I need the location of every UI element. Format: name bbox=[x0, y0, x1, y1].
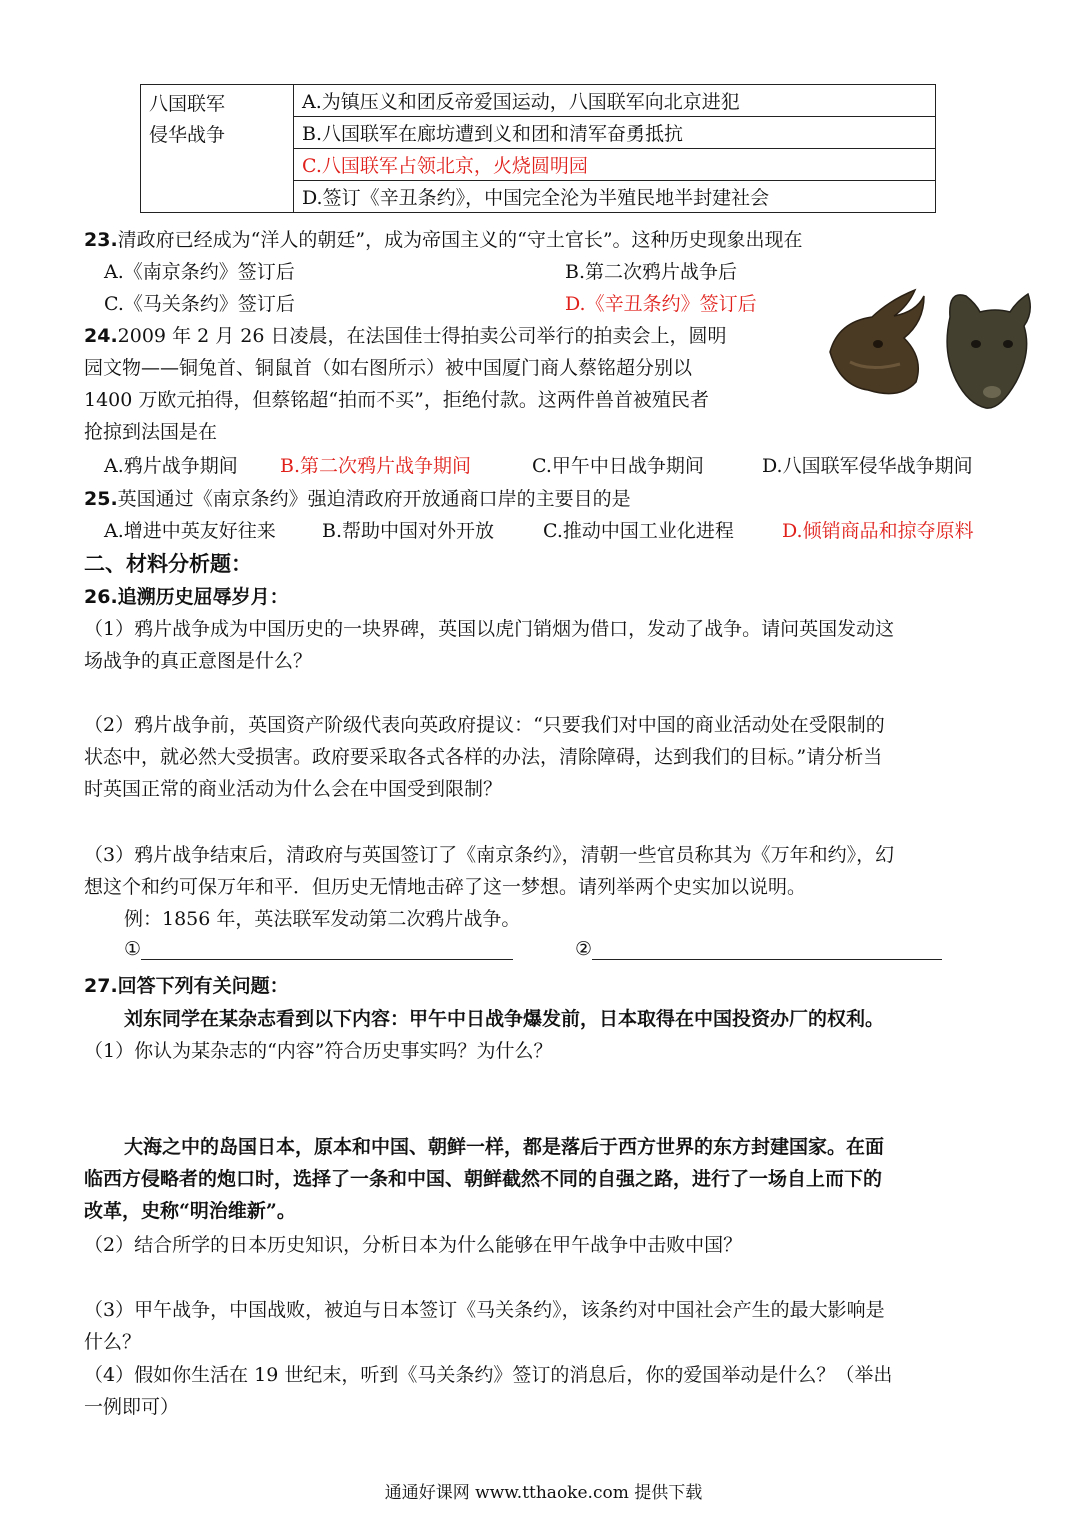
q26-p2-line3: 时英国正常的商业活动为什么会在中国受到限制？ bbox=[84, 778, 503, 800]
q26-p2-line1: （2）鸦片战争前，英国资产阶级代表向英政府提议：“只要我们对中国的商业活动处在受限制的 bbox=[84, 714, 885, 736]
q24-option-a: A.鸦片战争期间 bbox=[104, 455, 238, 477]
q24-option-c: C.甲午中日战争期间 bbox=[532, 455, 704, 477]
q27-material-2-line2: 临西方侵略者的炮口时，选择了一条和中国、朝鲜截然不同的自强之路，进行了一场自上而下的 bbox=[84, 1168, 883, 1190]
table-label-line2: 侵华战争 bbox=[149, 124, 226, 146]
table-row-c: C.八国联军占领北京，火烧圆明园 bbox=[294, 149, 936, 181]
q27-p3-line1: （3）甲午战争，中国战败，被迫与日本签订《马关条约》，该条约对中国社会产生的最大影响是 bbox=[84, 1299, 885, 1321]
q27-material-1: 刘东同学在某杂志看到以下内容：甲午中日战争爆发前，日本取得在中国投资办厂的权利。 bbox=[124, 1008, 885, 1030]
q26-blank-1-line[interactable] bbox=[141, 939, 513, 960]
q24-number: 24. bbox=[84, 325, 118, 347]
q27-material-2-line3: 改革，史称“明治维新”。 bbox=[84, 1200, 296, 1222]
q24-line4: 抢掠到法国是在 bbox=[84, 421, 218, 443]
bronze-heads-image bbox=[820, 282, 1035, 412]
q27-p1: （1）你认为某杂志的“内容”符合历史事实吗？为什么？ bbox=[84, 1040, 553, 1062]
q26-blank-2-label: ② bbox=[575, 938, 593, 960]
q23-option-a: A.《南京条约》签订后 bbox=[104, 261, 295, 283]
q24-option-b: B.第二次鸦片战争期间 bbox=[280, 455, 472, 477]
q27-p4-line2: 一例即可） bbox=[84, 1396, 180, 1418]
q23-option-d: D.《辛丑条约》签订后 bbox=[565, 293, 757, 315]
q24-option-d: D.八国联军侵华战争期间 bbox=[762, 455, 973, 477]
table-row-a: A.为镇压义和团反帝爱国运动，八国联军向北京进犯 bbox=[294, 85, 936, 117]
q23-stem bbox=[84, 225, 803, 252]
q25-stem-text: 英国通过《南京条约》强迫清政府开放通商口岸的主要目的是 bbox=[117, 488, 631, 510]
q27-title: 27.回答下列有关问题： bbox=[84, 975, 289, 997]
q26-p2-line2: 状态中，就必然大受损害。政府要采取各式各样的办法，清除障碍，达到我们的目标。”请分析当 bbox=[84, 746, 883, 768]
q25-option-c: C.推动中国工业化进程 bbox=[543, 520, 734, 542]
table-row-b: B.八国联军在廊坊遭到义和团和清军奋勇抵抗 bbox=[294, 117, 936, 149]
q25-stem bbox=[84, 484, 631, 511]
q24-line2: 园文物——铜兔首、铜鼠首（如右图所示）被中国厦门商人蔡铭超分别以 bbox=[84, 357, 693, 379]
q26-blank-1-label: ① bbox=[124, 938, 142, 960]
q27-material-2-line1: 大海之中的岛国日本，原本和中国、朝鲜一样，都是落后于西方世界的东方封建国家。在面 bbox=[124, 1136, 885, 1158]
q23-option-c: C.《马关条约》签订后 bbox=[104, 293, 295, 315]
q23-stem-text: 清政府已经成为“洋人的朝廷”，成为帝国主义的“守土官长”。这种历史现象出现在 bbox=[117, 229, 803, 251]
q27-p2: （2）结合所学的日本历史知识，分析日本为什么能够在甲午战争中击败中国？ bbox=[84, 1234, 743, 1256]
q26-p3-line2: 想这个和约可保万年和平．但历史无情地击碎了这一梦想。请列举两个史实加以说明。 bbox=[84, 876, 807, 898]
table-row-d: D.签订《辛丑条约》，中国完全沦为半殖民地半封建社会 bbox=[294, 181, 936, 213]
table-label-line1: 八国联军 bbox=[149, 93, 226, 115]
q25-option-b: B.帮助中国对外开放 bbox=[322, 520, 495, 542]
section-title: 二、材料分析题： bbox=[84, 552, 252, 576]
q26-blank-1[interactable] bbox=[124, 938, 513, 960]
page-footer: 通通好课网 www.tthaoke.com 提供下载 bbox=[384, 1483, 703, 1503]
q25-option-d: D.倾销商品和掠夺原料 bbox=[782, 520, 974, 542]
q23-option-b: B.第二次鸦片战争后 bbox=[565, 261, 738, 283]
q24-line3: 1400 万欧元拍得，但蔡铭超“拍而不买”，拒绝付款。这两件兽首被殖民者 bbox=[84, 389, 709, 411]
q26-example: 例：1856 年，英法联军发动第二次鸦片战争。 bbox=[124, 908, 521, 930]
q26-title: 26.追溯历史屈辱岁月： bbox=[84, 586, 289, 608]
event-table bbox=[140, 84, 936, 213]
q26-p1-line2: 场战争的真正意图是什么？ bbox=[84, 650, 313, 672]
q27-p4-line1: （4）假如你生活在 19 世纪末，听到《马关条约》签订的消息后，你的爱国举动是什么？（举出 bbox=[84, 1364, 893, 1386]
q26-blank-2[interactable] bbox=[575, 938, 942, 960]
q24-line1-text: 2009 年 2 月 26 日凌晨，在法国佳士得拍卖公司举行的拍卖会上，圆明 bbox=[117, 325, 727, 347]
q25-number: 25. bbox=[84, 488, 118, 510]
table-label-cell bbox=[141, 85, 294, 213]
q26-p1-line1: （1）鸦片战争成为中国历史的一块界碑，英国以虎门销烟为借口，发动了战争。请问英国发动这 bbox=[84, 618, 895, 640]
q24-line1 bbox=[84, 321, 727, 348]
q26-p3-line1: （3）鸦片战争结束后，清政府与英国签订了《南京条约》，清朝一些官员称其为《万年和约》，幻 bbox=[84, 844, 895, 866]
q27-p3-line2: 什么？ bbox=[84, 1331, 142, 1353]
bronze-rabbit-head-icon bbox=[830, 290, 924, 394]
bronze-rat-head-icon bbox=[947, 294, 1030, 408]
q26-blank-2-line[interactable] bbox=[592, 939, 942, 960]
q23-number: 23. bbox=[84, 229, 118, 251]
q25-option-a: A.增进中英友好往来 bbox=[104, 520, 276, 542]
